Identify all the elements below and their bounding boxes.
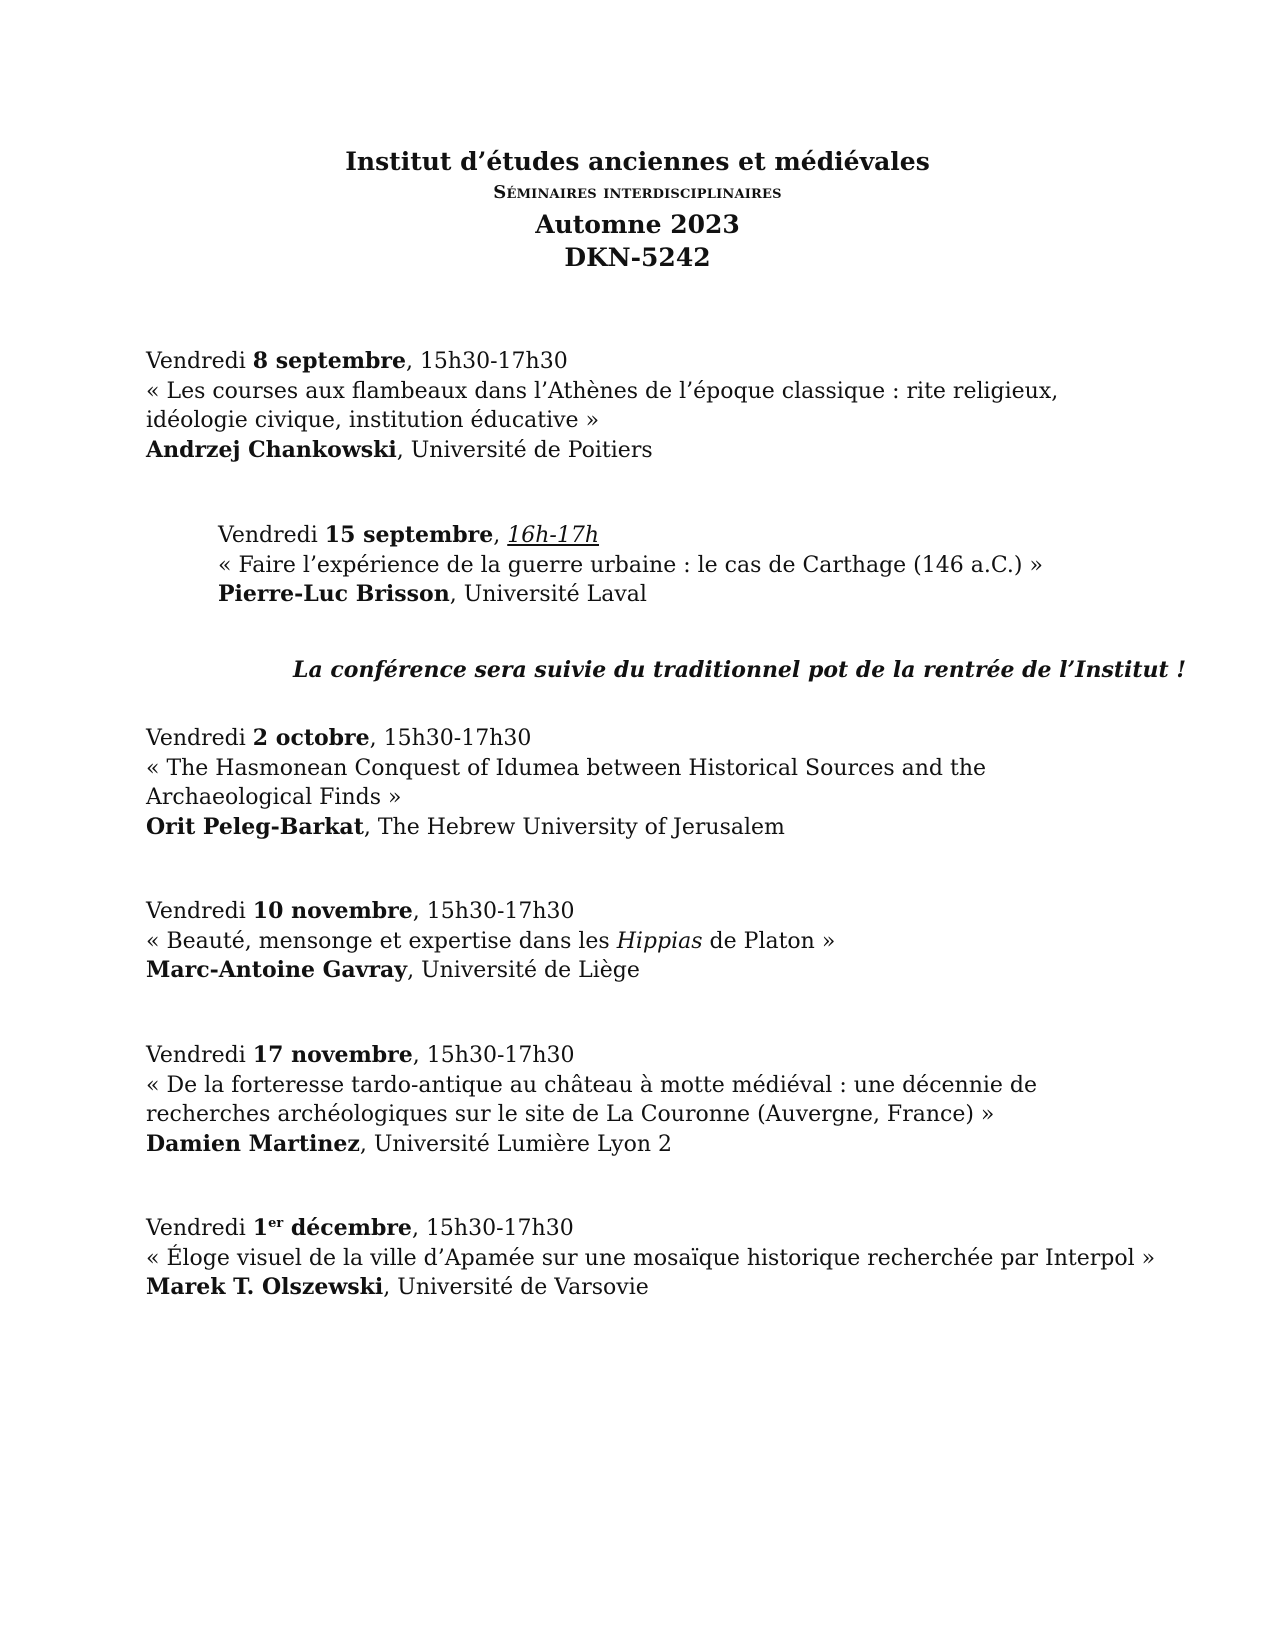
seminar-title-end: de Platon » [702,928,836,954]
seminar-title: « Faire l’expérience de la guerre urbaine : le cas de Carthage (146 a.C.) » [218,552,1043,578]
seminar-day: Vendredi [146,1043,246,1068]
seminar-day: Vendredi [146,899,246,924]
seminar-day: Vendredi [218,523,318,548]
seminar-datetime: Vendredi 8 septembre, 15h30-17h30 [146,348,568,374]
seminar-affiliation: Université de Liège [421,958,640,983]
seminar-datetime: Vendredi 17 novembre, 15h30-17h30 [146,1042,575,1068]
seminar-entry [146,897,1126,986]
seminar-affiliation: Université Lumière Lyon 2 [373,1131,672,1157]
seminar-title [146,927,1126,957]
seminar-title-start: « Beauté, mensonge et expertise dans les [146,928,617,954]
reception-note: La conférence sera suivie du traditionnel pot de la rentrée de l’Institut ! [293,657,1187,683]
seminar-entry [146,1214,1156,1303]
seminar-speaker: Pierre-Luc Brisson [218,581,450,607]
seminar-date: 15 septembre [324,522,494,548]
seminar-day: Vendredi [146,726,246,751]
institute-title: Institut d’études anciennes et médiévales [345,147,930,176]
seminar-title: « Les courses aux flambeaux dans l’Athènes de l’époque classique : rite religieux, idéologie civique, institution éducative » [146,378,1059,433]
seminar-time: 15h30-17h30 [383,726,532,751]
seminar-date: 10 novembre [252,898,413,924]
seminar-date-ordinal: er [268,1216,284,1231]
seminar-time: 15h30-17h30 [425,1216,574,1241]
seminar-speaker-line: Marc-Antoine Gavray, Université de Liège [146,957,640,983]
seminar-date: 2 octobre [252,725,370,751]
room-label: DKN-5242 [564,243,711,272]
seminar-datetime: Vendredi 15 septembre, 16h-17h [218,522,600,548]
seminar-date-month: décembre [290,1215,412,1241]
seminar-date [253,1215,412,1241]
seminar-day: Vendredi [146,1216,246,1241]
seminar-day: Vendredi [146,349,246,374]
seminar-speaker-line: Marek T. Olszewski, Université de Varsovie [146,1274,649,1300]
seminar-speaker-line: Orit Peleg-Barkat, The Hebrew University of Jerusalem [146,813,785,840]
seminar-time: 16h-17h [507,523,600,548]
seminar-speaker: Andrzej Chankowski [146,436,397,463]
seminar-date: 8 septembre [252,348,406,374]
seminar-speaker-line: Pierre-Luc Brisson, Université Laval [218,581,647,607]
seminar-date-number: 1 [252,1215,269,1241]
seminar-title-italic: Hippias [616,928,703,954]
season-label: Automne 2023 [535,210,740,239]
seminar-affiliation: Université de Poitiers [410,437,653,463]
seminar-datetime: Vendredi 2 octobre, 15h30-17h30 [146,725,532,751]
seminar-date: 17 novembre [252,1042,413,1068]
seminar-affiliation: Université de Varsovie [397,1275,649,1300]
seminar-entry [146,347,1126,465]
seminar-affiliation: The Hebrew University of Jerusalem [377,814,785,840]
seminar-datetime: Vendredi 10 novembre, 15h30-17h30 [146,898,575,924]
seminar-entry [146,724,1126,842]
seminar-time: 15h30-17h30 [426,899,575,924]
document-header [0,146,1275,274]
seminar-title: « De la forteresse tardo-antique au château à motte médiéval : une décennie de recherches archéologiques sur le site de La Couronne (Auvergne, France) » [146,1072,1038,1127]
seminar-speaker: Damien Martinez [146,1130,360,1157]
seminar-speaker: Marc-Antoine Gavray [146,957,408,983]
seminar-affiliation: Université Laval [463,582,647,607]
seminar-entry [218,521,1118,610]
series-subtitle: Séminaires interdisciplinaires [493,182,782,203]
seminar-speaker-line: Andrzej Chankowski, Université de Poitiers [146,436,653,463]
seminar-datetime: Vendredi 1er décembre, 15h30-17h30 [146,1215,574,1241]
seminar-time: 15h30-17h30 [426,1043,575,1068]
seminar-time: 15h30-17h30 [419,349,568,374]
seminar-title: « Éloge visuel de la ville d’Apamée sur une mosaïque historique recherchée par Interpol » [146,1245,1156,1271]
seminar-speaker: Orit Peleg-Barkat [146,813,364,840]
seminar-speaker: Marek T. Olszewski [146,1274,384,1300]
seminar-speaker-line: Damien Martinez, Université Lumière Lyon 2 [146,1130,672,1157]
seminar-title: « The Hasmonean Conquest of Idumea between Historical Sources and the Archaeological Finds » [146,755,987,810]
seminar-entry [146,1041,1126,1159]
